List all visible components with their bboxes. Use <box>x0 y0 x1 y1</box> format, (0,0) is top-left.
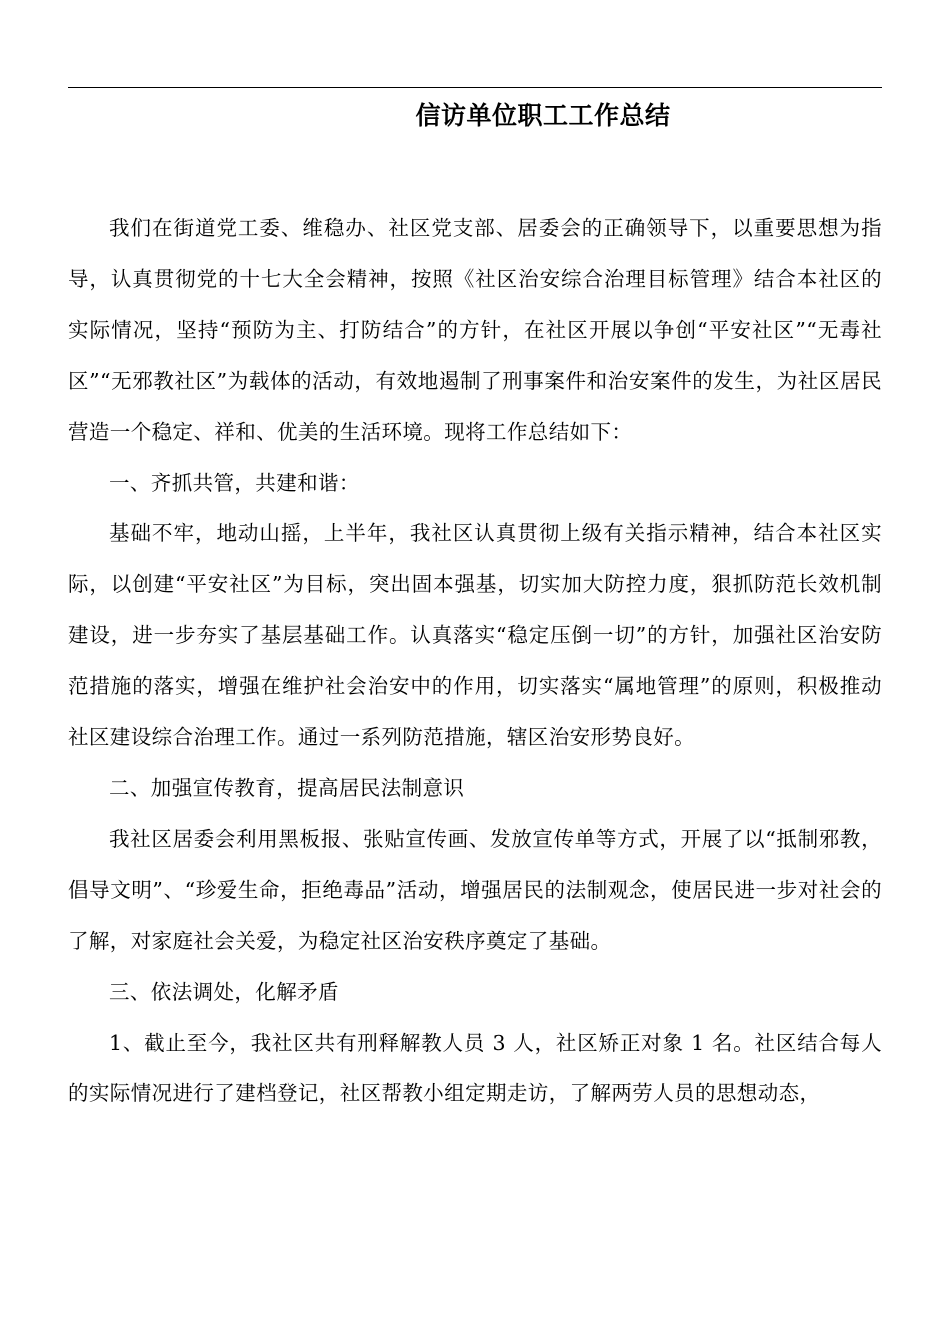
section-heading-1: 一、齐抓共管，共建和谐： <box>109 470 360 495</box>
document-title-text: 信访单位职工工作总结 <box>415 101 671 130</box>
document-body <box>68 203 882 1119</box>
section-2-paragraph: 我社区居委会利用黑板报、张贴宣传画、发放宣传单等方式，开展了以“抵制邪教，倡导文明”、“珍爱生命，拒绝毒品”活动，增强居民的法制观念，使居民进一步对社会的了解，对家庭社会关爱，为稳定社区治安秩序奠定了基础。 <box>68 826 882 953</box>
section-1-paragraph: 基础不牢，地动山摇，上半年，我社区认真贯彻上级有关指示精神，结合本社区实际，以创建“平安社区”为目标，突出固本强基，切实加大防控力度，狠抓防范长效机制建设，进一步夯实了基层基础工作。认真落实“稳定压倒一切”的方针，加强社区治安防范措施的落实，增强在维护社会治安中的作用，切实落实“属地管理”的原则，积极推动社区建设综合治理工作。通过一系列防范措施，辖区治安形势良好。 <box>68 521 882 750</box>
section-heading-2: 二、加强宣传教育，提高居民法制意识 <box>109 775 465 800</box>
document-title <box>68 97 882 135</box>
section-3-paragraph: 1、截止至今，我社区共有刑释解教人员 3 人，社区矫正对象 1 名。社区结合每人的实际情况进行了建档登记，社区帮教小组定期走访，了解两劳人员的思想动态， <box>68 1030 882 1106</box>
header-rule <box>68 87 882 88</box>
section-heading-3: 三、依法调处，化解矛盾 <box>109 979 339 1004</box>
intro-paragraph: 我们在街道党工委、维稳办、社区党支部、居委会的正确领导下，以重要思想为指导，认真贯彻党的十七大全会精神，按照《社区治安综合治理目标管理》结合本社区的实际情况，坚持“预防为主、打防结合”的方针，在社区开展以争创“平安社区”“无毒社区”“无邪教社区”为载体的活动，有效地遏制了刑事案件和治安案件的发生，为社区居民营造一个稳定、祥和、优美的生活环境。现将工作总结如下： <box>68 216 882 444</box>
